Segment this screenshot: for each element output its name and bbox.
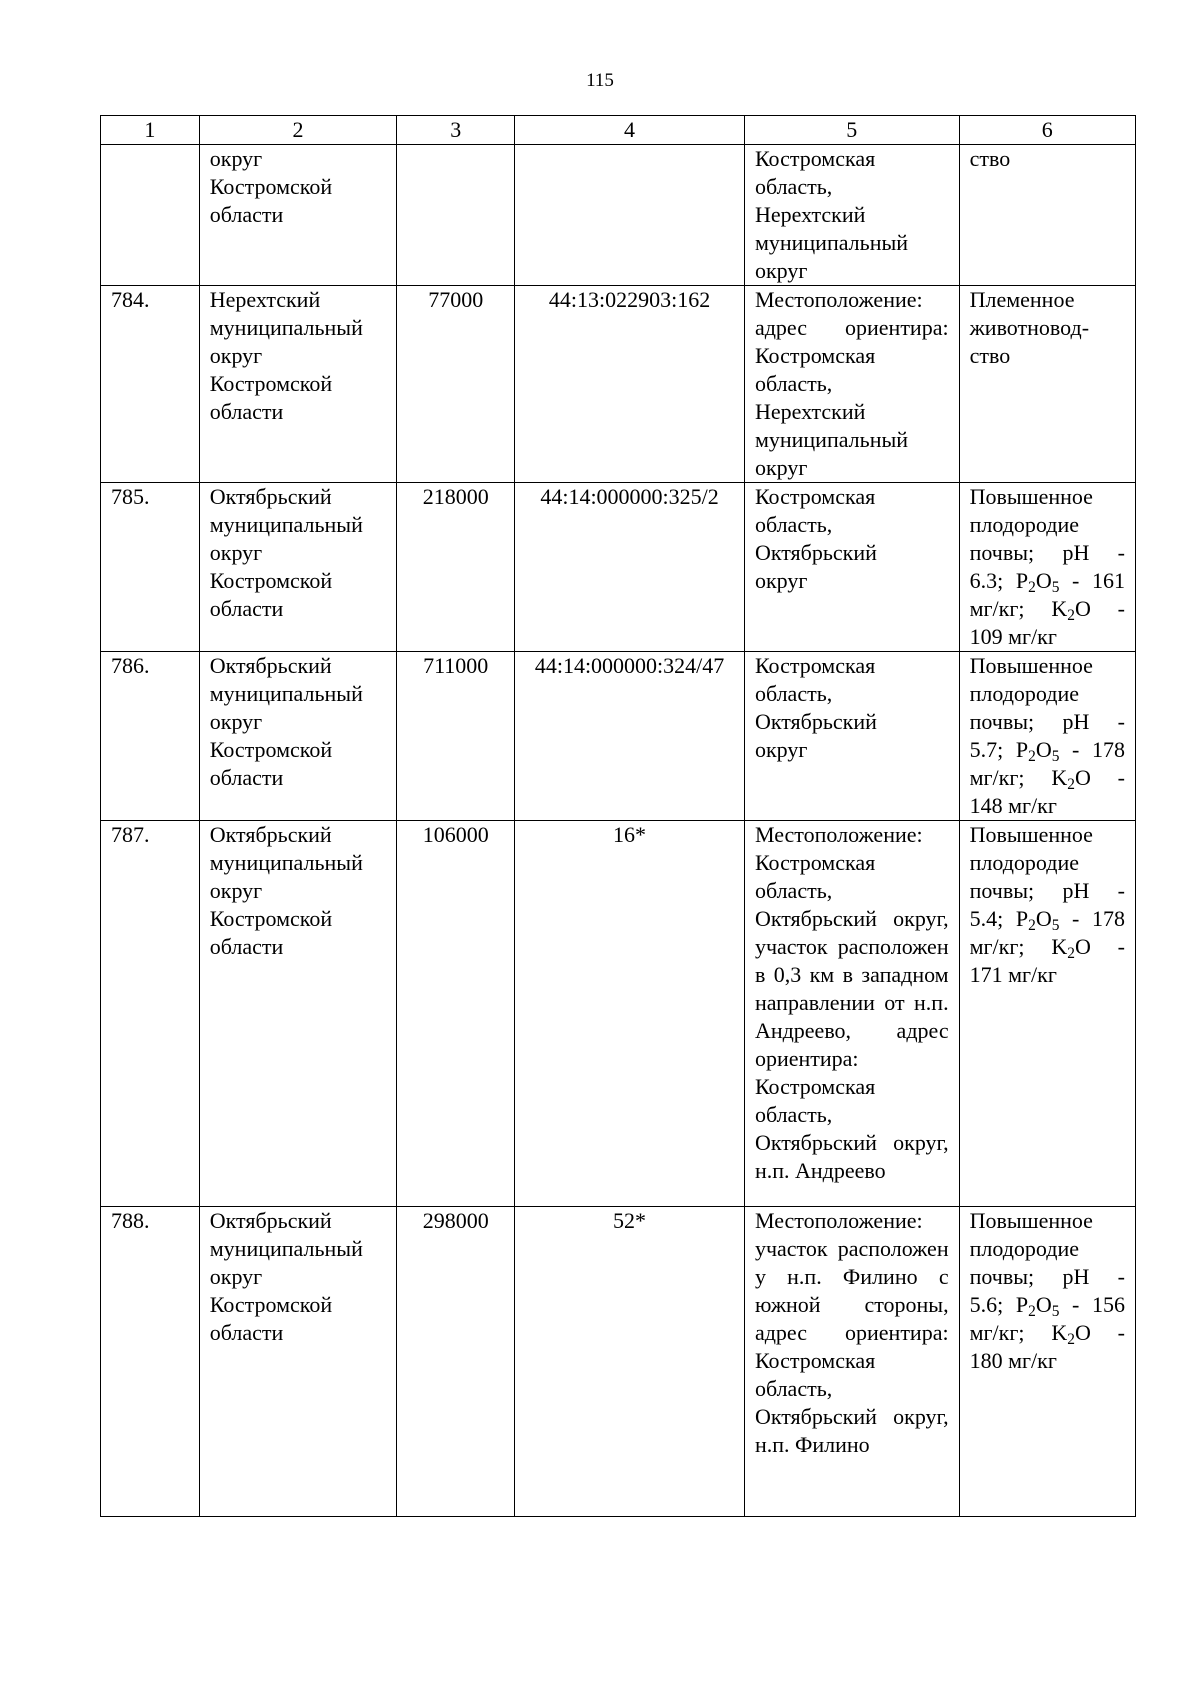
- location-text: Местоположение: Костромская область, Октябрьский округ, участок расположен в 0,3 км в западном направлении от н.п. Андреево, адрес ориентира: Костромская область, Октябрьский округ, н.п. Андреево: [754, 822, 949, 1183]
- soil-line2: плодородие: [969, 681, 1080, 706]
- soil-line3: почвы; pH -: [969, 709, 1125, 734]
- area-cell: [397, 652, 515, 821]
- purpose-cell: [959, 286, 1135, 483]
- cell-line: округ: [754, 737, 808, 762]
- k2o-sub: 2: [1067, 775, 1075, 793]
- cadastral-number: 16*: [613, 822, 647, 847]
- k2o-o: O -: [1074, 934, 1126, 959]
- location-cell: [744, 1207, 959, 1517]
- cell-line: Октябрьский: [209, 1208, 332, 1233]
- cell-line: области: [209, 1320, 284, 1345]
- cell-line: округ: [209, 146, 263, 171]
- cell-line: округ: [209, 878, 263, 903]
- k2o-k: K: [1051, 1320, 1068, 1345]
- k-unit: мг/кг;: [969, 596, 1025, 621]
- cadastral-number: 44:13:022903:162: [548, 287, 711, 312]
- k2o-o: O -: [1074, 1320, 1126, 1345]
- header-col-3: 3: [397, 116, 515, 145]
- k2o-value: 180 мг/кг: [969, 1348, 1057, 1373]
- soil-lead: Повышенное: [969, 484, 1093, 509]
- soil-lead: Повышенное: [969, 1208, 1093, 1233]
- k-unit: мг/кг;: [969, 765, 1025, 790]
- cell-line: Костромской: [209, 371, 333, 396]
- header-col-4: 4: [515, 116, 745, 145]
- cell-line: Костромской: [209, 906, 333, 931]
- row-number-text: 785.: [111, 484, 150, 509]
- header-col-1: 1: [101, 116, 200, 145]
- p2o5-p: P: [1015, 1292, 1029, 1317]
- row-number-text: 788.: [111, 1208, 150, 1233]
- location-cell: [744, 652, 959, 821]
- soil-line3: почвы; pH -: [969, 1264, 1125, 1289]
- cell-line: муниципальный: [209, 512, 363, 537]
- row-number: [101, 483, 200, 652]
- soil-p2o5-line: [970, 736, 1125, 764]
- row-number: [101, 286, 200, 483]
- cell-line: области: [209, 202, 284, 227]
- area-cell: [397, 286, 515, 483]
- district-cell: [199, 821, 397, 1207]
- table-header: [101, 116, 1136, 145]
- table-row: [101, 145, 1136, 286]
- cell-line: Нерехтский: [754, 399, 866, 424]
- cadastral-cell: [515, 1207, 745, 1517]
- row-number-text: 784.: [111, 287, 150, 312]
- cadastral-number: 52*: [613, 1208, 647, 1233]
- table-row: [101, 652, 1136, 821]
- soil-lead: Повышенное: [969, 653, 1093, 678]
- cell-line: ство: [969, 146, 1011, 171]
- area-cell: [397, 483, 515, 652]
- area-value: 218000: [422, 484, 489, 509]
- k2o-sub: 2: [1067, 944, 1075, 962]
- table-row: [101, 286, 1136, 483]
- cell-line: Костромской: [209, 737, 333, 762]
- p2o5-sub1: 2: [1028, 578, 1036, 596]
- cell-line: округ: [209, 709, 263, 734]
- district-cell: [199, 483, 397, 652]
- area-value: 77000: [428, 287, 484, 312]
- soil-ph-value: 6.3;: [969, 568, 1004, 593]
- cell-line: Октябрьский: [209, 484, 332, 509]
- soil-p2o5-line: [970, 567, 1125, 595]
- page-number: 115: [586, 70, 614, 91]
- cell-line: Костромская: [754, 343, 876, 368]
- cell-line: муниципальный: [209, 315, 363, 340]
- soil-p2o5-line: [970, 1291, 1125, 1319]
- cell-line: адрес ориентира:: [754, 315, 949, 340]
- cell-line: области: [209, 765, 284, 790]
- p2o5-sub2: 5: [1051, 916, 1060, 934]
- land-plots-table: [100, 115, 1136, 1517]
- soil-ph-value: 5.4;: [969, 906, 1004, 931]
- area-cell: [397, 821, 515, 1207]
- k2o-sub: 2: [1067, 606, 1075, 624]
- cell-line: Нерехтский: [754, 202, 866, 227]
- cadastral-cell: [515, 483, 745, 652]
- p2o5-sub1: 2: [1028, 916, 1036, 934]
- cadastral-number: 44:14:000000:325/2: [540, 484, 719, 509]
- soil-k2o-line: [970, 764, 1125, 792]
- header-row: [101, 116, 1136, 145]
- cell-line: области: [209, 934, 284, 959]
- p2o5-p: P: [1015, 568, 1029, 593]
- row-number: [101, 652, 200, 821]
- cell-line: округ: [209, 540, 263, 565]
- row-number: [101, 821, 200, 1207]
- cell-line: округ: [754, 568, 808, 593]
- area-value: 711000: [423, 653, 489, 678]
- area-cell: [397, 1207, 515, 1517]
- district-cell: [199, 286, 397, 483]
- cadastral-number: 44:14:000000:324/47: [534, 653, 725, 678]
- purpose-cell: [959, 145, 1135, 286]
- row-number: [101, 1207, 200, 1517]
- k-unit: мг/кг;: [969, 934, 1025, 959]
- p2o5-value: - 161: [1072, 568, 1126, 593]
- cell-line: Костромской: [209, 568, 333, 593]
- k2o-k: K: [1051, 934, 1068, 959]
- k2o-sub: 2: [1067, 1330, 1075, 1348]
- purpose-cell: [959, 652, 1135, 821]
- table-row: [101, 1207, 1136, 1517]
- soil-ph-value: 5.7;: [969, 737, 1004, 762]
- purpose-cell: [959, 483, 1135, 652]
- cell-line: Костромская: [754, 146, 876, 171]
- cell-line: Костромской: [209, 1292, 333, 1317]
- p2o5-o: O: [1035, 906, 1052, 931]
- location-cell: [744, 821, 959, 1207]
- cell-line: округ: [754, 258, 808, 283]
- k2o-value: 148 мг/кг: [969, 793, 1057, 818]
- purpose-cell: [959, 821, 1135, 1207]
- purpose-cell: [959, 1207, 1135, 1517]
- soil-line2: плодородие: [969, 1236, 1080, 1261]
- cell-line: Октябрьский: [209, 653, 332, 678]
- location-cell: [744, 483, 959, 652]
- cadastral-cell: [515, 652, 745, 821]
- k2o-k: K: [1051, 765, 1068, 790]
- p2o5-value: - 178: [1072, 737, 1126, 762]
- cell-line: область,: [754, 371, 833, 396]
- p2o5-sub2: 5: [1051, 1302, 1060, 1320]
- cell-line: область,: [754, 681, 833, 706]
- soil-line2: плодородие: [969, 512, 1080, 537]
- soil-p2o5-line: [970, 905, 1125, 933]
- cell-line: округ: [754, 455, 808, 480]
- area-cell: [397, 145, 515, 286]
- area-value: 106000: [422, 822, 489, 847]
- p2o5-sub2: 5: [1051, 578, 1060, 596]
- cell-line: Костромская: [754, 653, 876, 678]
- p2o5-o: O: [1035, 568, 1052, 593]
- p2o5-p: P: [1015, 906, 1029, 931]
- cell-line: Октябрьский: [754, 709, 877, 734]
- p2o5-value: - 156: [1072, 1292, 1126, 1317]
- k2o-value: 171 мг/кг: [969, 962, 1057, 987]
- cell-line: ство: [969, 343, 1011, 368]
- cell-line: Костромской: [209, 174, 333, 199]
- cell-line: Октябрьский: [754, 540, 877, 565]
- cell-line: Местоположение:: [754, 287, 923, 312]
- p2o5-sub1: 2: [1028, 747, 1036, 765]
- table-row: [101, 483, 1136, 652]
- p2o5-o: O: [1035, 1292, 1052, 1317]
- soil-k2o-line: [970, 1319, 1125, 1347]
- row-number: [101, 145, 200, 286]
- cell-line: муниципальный: [209, 850, 363, 875]
- location-text: Местоположение: участок расположен у н.п. Филино с южной стороны, адрес ориентира: Костромская область, Октябрьский округ, н.п. Филино: [754, 1208, 949, 1457]
- district-cell: [199, 145, 397, 286]
- cell-line: округ: [209, 343, 263, 368]
- soil-line3: почвы; pH -: [969, 878, 1125, 903]
- header-col-6: 6: [959, 116, 1135, 145]
- cell-line: животновод-: [969, 315, 1090, 340]
- cell-line: муниципальный: [209, 1236, 363, 1261]
- k2o-o: O -: [1074, 765, 1126, 790]
- header-col-2: 2: [199, 116, 397, 145]
- p2o5-o: O: [1035, 737, 1052, 762]
- k-unit: мг/кг;: [969, 1320, 1025, 1345]
- cell-line: Костромская: [754, 484, 876, 509]
- cell-line: округ: [209, 1264, 263, 1289]
- k2o-k: K: [1051, 596, 1068, 621]
- cadastral-cell: [515, 145, 745, 286]
- area-value: 298000: [422, 1208, 489, 1233]
- p2o5-sub1: 2: [1028, 1302, 1036, 1320]
- cell-line: Нерехтский: [209, 287, 321, 312]
- soil-k2o-line: [970, 933, 1125, 961]
- location-cell: [744, 286, 959, 483]
- p2o5-p: P: [1015, 737, 1029, 762]
- cell-line: области: [209, 399, 284, 424]
- district-cell: [199, 652, 397, 821]
- row-number-text: 787.: [111, 822, 150, 847]
- cell-line: муниципальный: [209, 681, 363, 706]
- cell-line: муниципальный: [754, 427, 909, 452]
- cell-line: Племенное: [969, 287, 1075, 312]
- cadastral-cell: [515, 821, 745, 1207]
- soil-line3: почвы; pH -: [969, 540, 1125, 565]
- location-cell: [744, 145, 959, 286]
- soil-line2: плодородие: [969, 850, 1080, 875]
- cell-line: область,: [754, 512, 833, 537]
- district-cell: [199, 1207, 397, 1517]
- soil-lead: Повышенное: [969, 822, 1093, 847]
- k2o-o: O -: [1074, 596, 1126, 621]
- soil-k2o-line: [970, 595, 1125, 623]
- k2o-value: 109 мг/кг: [969, 624, 1057, 649]
- header-col-5: 5: [744, 116, 959, 145]
- cell-line: области: [209, 596, 284, 621]
- cell-line: муниципальный: [754, 230, 909, 255]
- cadastral-cell: [515, 286, 745, 483]
- p2o5-sub2: 5: [1051, 747, 1060, 765]
- row-number-text: 786.: [111, 653, 150, 678]
- p2o5-value: - 178: [1072, 906, 1126, 931]
- cell-line: область,: [754, 174, 833, 199]
- table-body: [101, 145, 1136, 1517]
- cell-line: Октябрьский: [209, 822, 332, 847]
- table-row: [101, 821, 1136, 1207]
- soil-ph-value: 5.6;: [969, 1292, 1004, 1317]
